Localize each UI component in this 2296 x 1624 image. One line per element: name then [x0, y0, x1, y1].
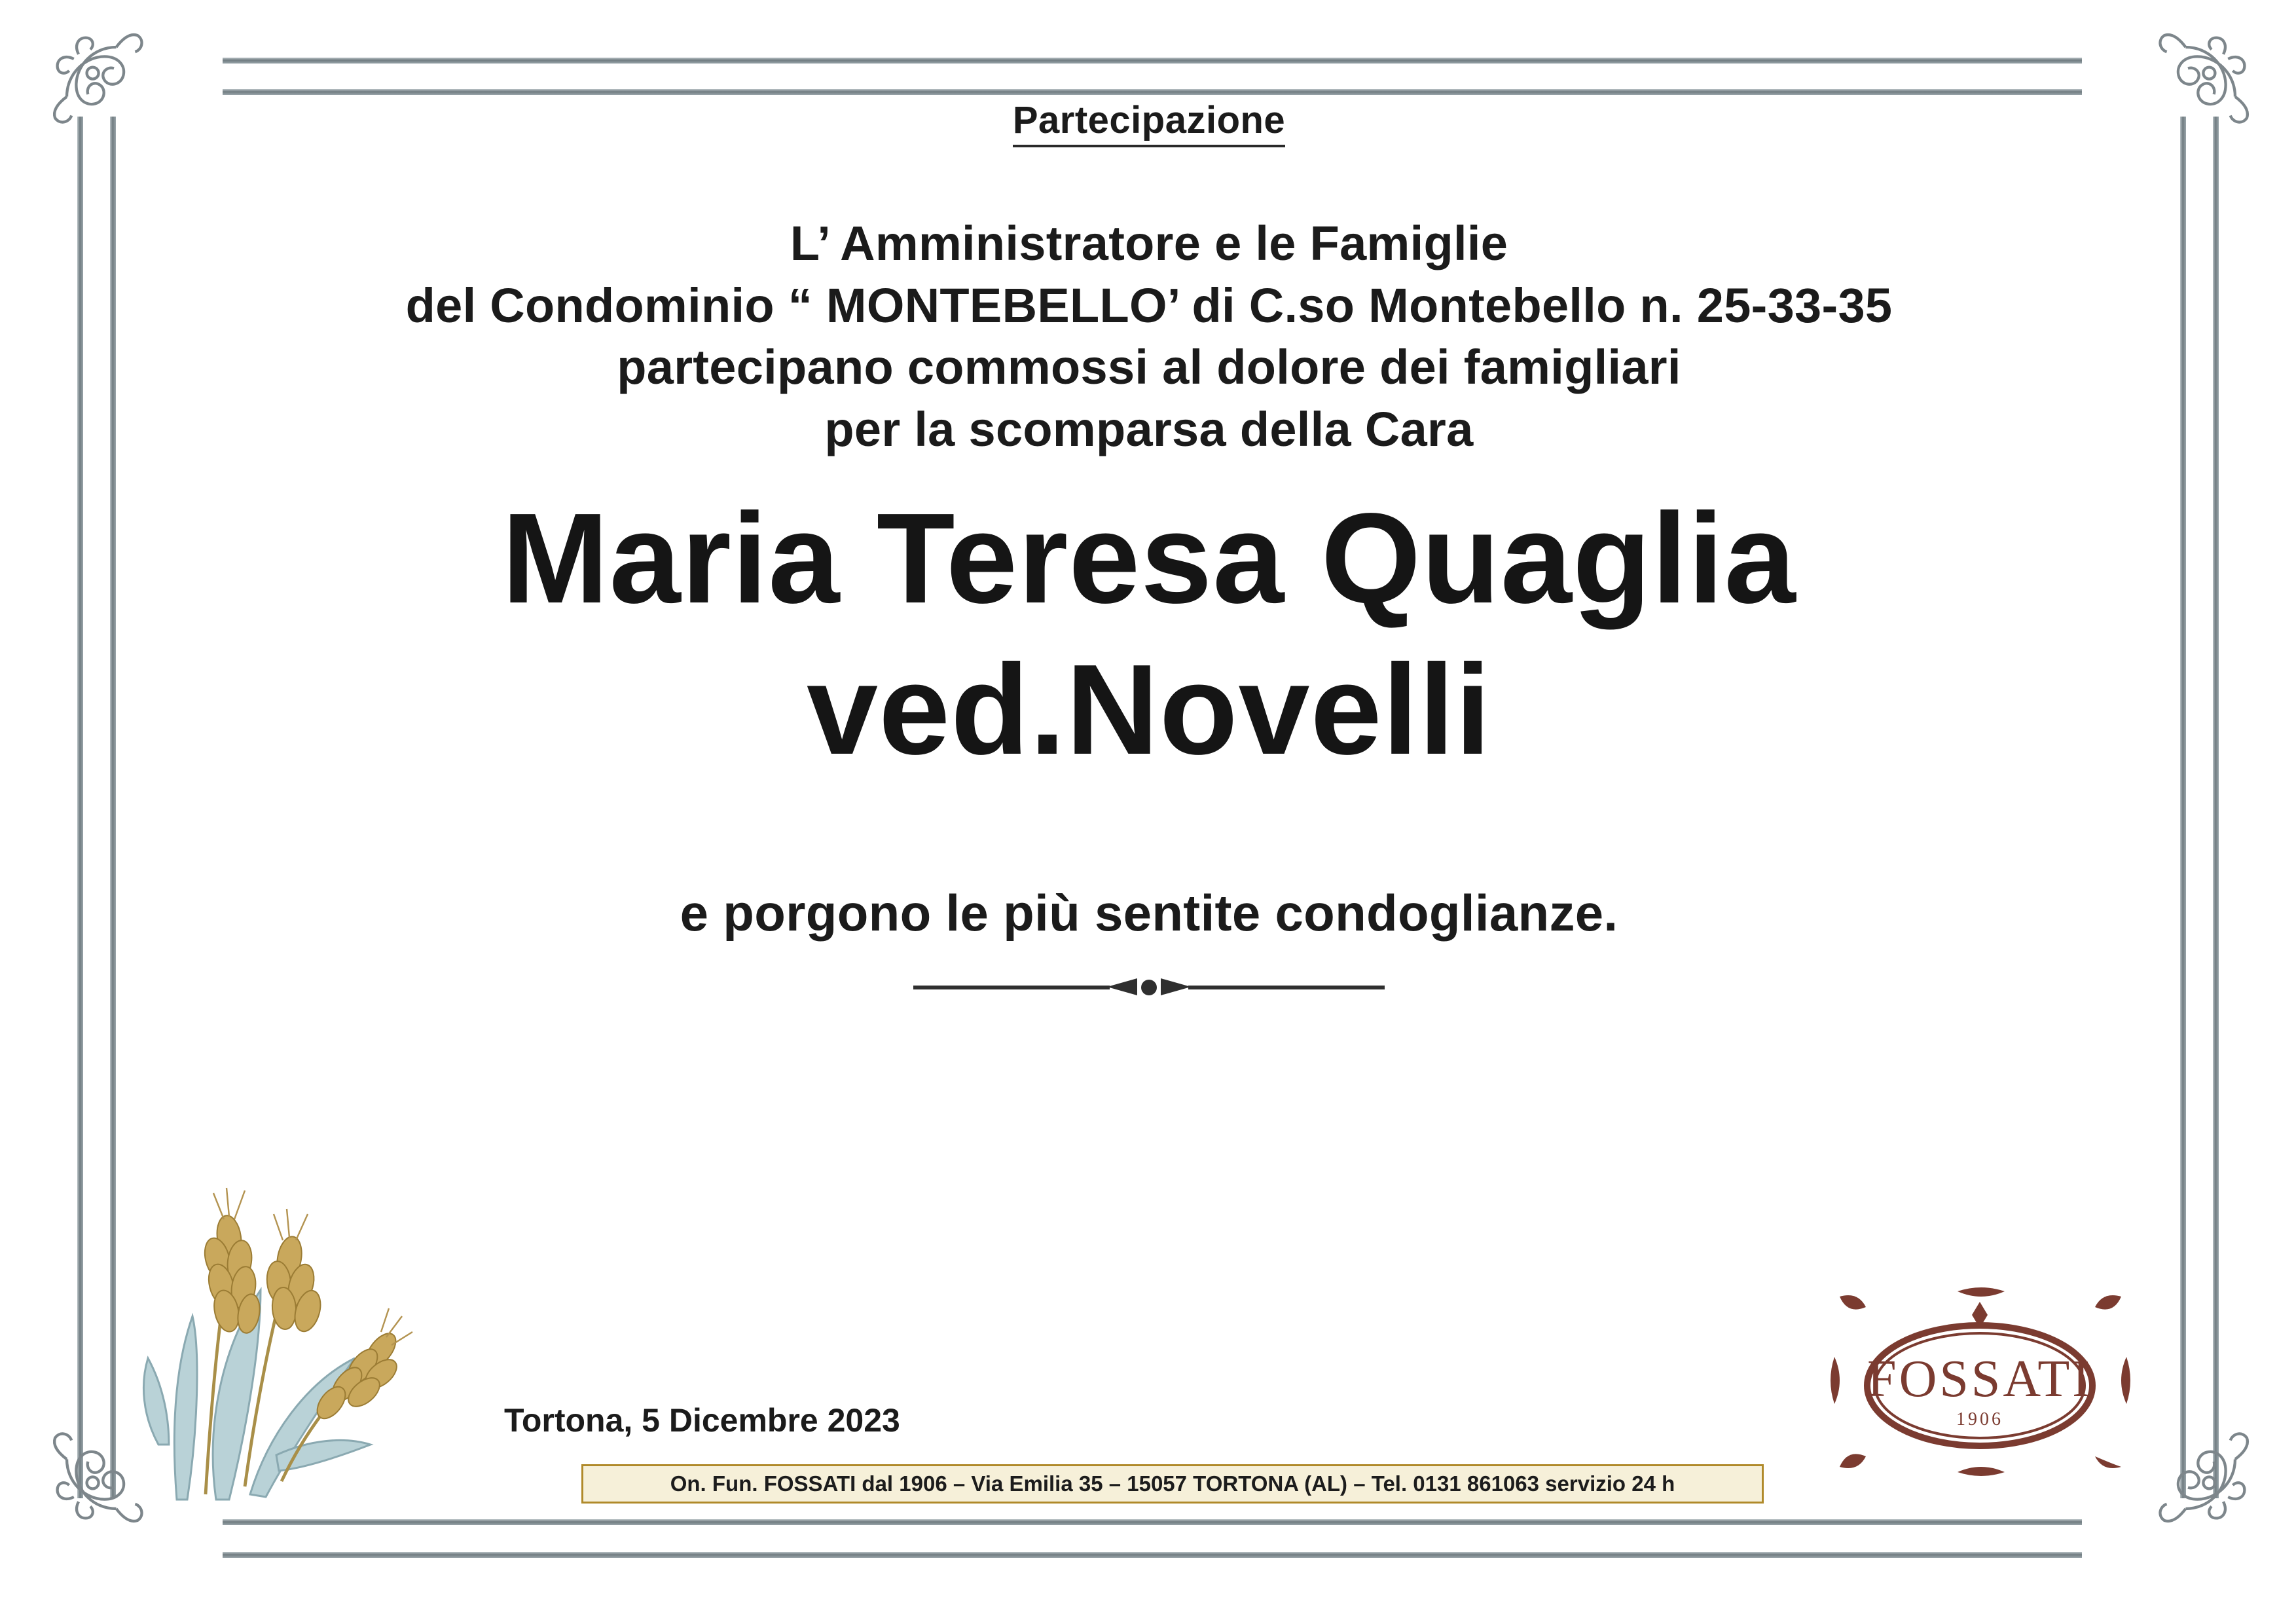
- funeral-home-footer: [581, 1464, 1764, 1504]
- divider-ornament-icon: [913, 978, 1385, 995]
- place-and-date: Tortona, 5 Dicembre 2023: [504, 1402, 900, 1439]
- frame-top-rule-outer: [223, 58, 2082, 64]
- lead-line-2: del Condominio “ MONTEBELLO’ di C.so Montebello n. 25-33-35: [405, 278, 1893, 333]
- closing-sentence: e porgono le più sentite condoglianze.: [680, 884, 1618, 942]
- deceased-name: [118, 486, 2180, 781]
- corner-flourish-icon: [2153, 1426, 2270, 1544]
- funeral-home-footer-text: On. Fun. FOSSATI dal 1906 – Via Emilia 35 – 15057 TORTONA (AL) – Tel. 0131 861063 servizio 24 h: [670, 1471, 1675, 1496]
- frame-right-rule-outer: [2213, 117, 2219, 1498]
- obituary-content: [118, 98, 2180, 995]
- kicker-wrapper: [118, 98, 2180, 147]
- frame-bottom-rule-inner: [223, 1519, 2082, 1525]
- wheat-and-lily-illustration-icon: [124, 1107, 432, 1513]
- frame-left-rule-outer: [77, 117, 83, 1498]
- fossati-logo: [1827, 1283, 2134, 1480]
- lead-line-4: per la scomparsa della Cara: [824, 402, 1474, 457]
- frame-top-rule-inner: [223, 89, 2082, 95]
- frame-right-rule-inner: [2180, 117, 2186, 1498]
- lead-line-1: L’ Amministratore e le Famiglie: [790, 216, 1508, 270]
- lead-paragraph: [118, 213, 2180, 461]
- frame-left-rule-inner: [110, 117, 116, 1498]
- logo-name-text: FOSSATI: [1867, 1350, 2092, 1408]
- logo-year-text: 1906: [1956, 1409, 2003, 1430]
- lead-line-3: partecipano commossi al dolore dei famigliari: [617, 340, 1681, 395]
- frame-bottom-rule-outer: [223, 1552, 2082, 1558]
- deceased-name-line-2: ved.Novelli: [807, 637, 1491, 781]
- notice-type-heading: Partecipazione: [1013, 98, 1285, 147]
- deceased-name-line-1: Maria Teresa Quaglia: [501, 486, 1796, 630]
